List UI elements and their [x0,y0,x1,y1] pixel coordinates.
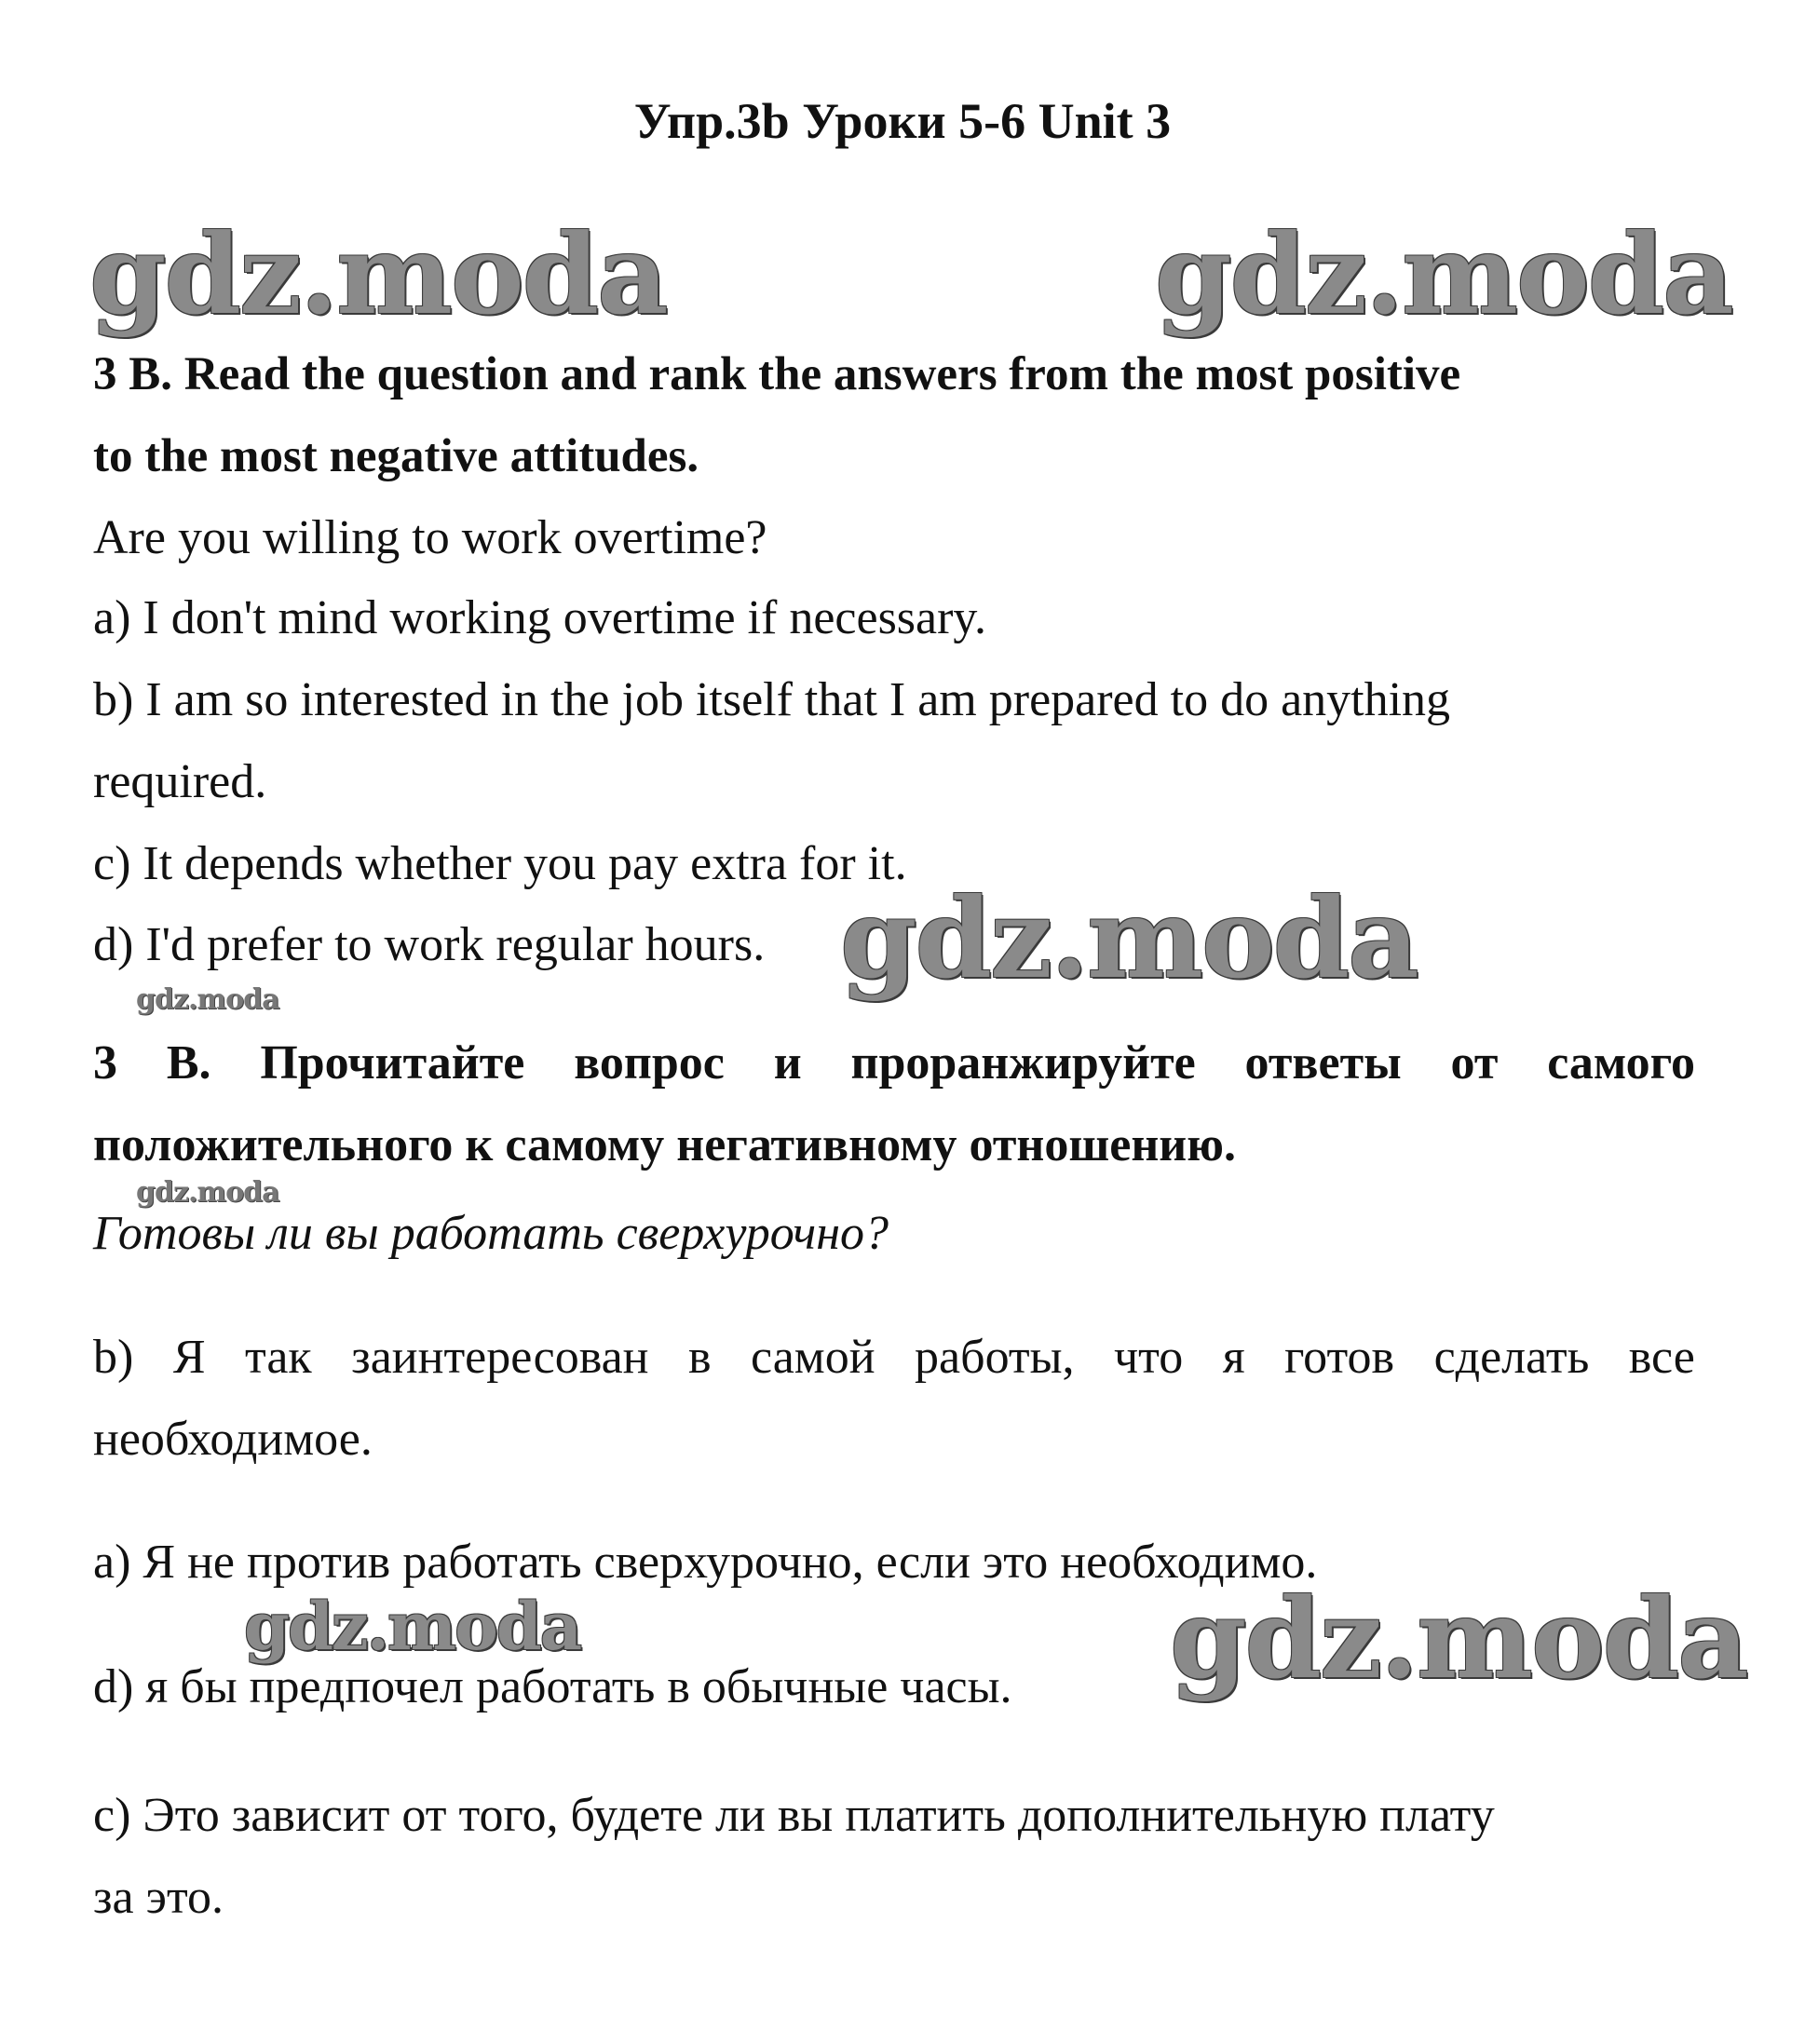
watermark-logo: gdz.moda [244,1588,581,1665]
instruction-word: вопрос [574,1036,725,1090]
answer-word: я [1222,1331,1245,1384]
answer-word: заинтересован [351,1331,649,1384]
instruction-word: 3 [93,1036,117,1090]
watermark-logo: gdz.moda [136,1176,279,1209]
page-title: Упр.3b Уроки 5-6 Unit 3 [633,93,1172,149]
answer-word: так [244,1331,312,1384]
russian-answer-d: d) я бы предпочел работать в обычные часы. [93,1660,1012,1713]
russian-answer-b [93,1330,1695,1386]
watermark-logo: gdz.moda [1170,1574,1747,1703]
russian-answer-c: за это. [93,1871,224,1924]
english-answer-a: a) I don't mind working overtime if necessary. [93,591,987,644]
english-instruction: to the most negative attitudes. [93,430,699,482]
instruction-word: проранжируйте [850,1036,1196,1090]
russian-answer-b: необходимое. [93,1413,373,1466]
russian-answer-a: a) Я не против работать сверхурочно, если это необходимо. [93,1536,1318,1589]
english-instruction: 3 B. Read the question and rank the answers from the most positive [93,348,1461,400]
english-answer-b: b) I am so interested in the job itself that I am prepared to do anything [93,673,1451,726]
answer-word: b) [93,1331,134,1384]
instruction-word: и [773,1036,802,1090]
instruction-word: самого [1547,1036,1695,1090]
answer-word: все [1628,1331,1695,1384]
answer-word: сделать [1433,1331,1590,1384]
answer-word: Я [172,1331,206,1384]
instruction-word: от [1450,1036,1499,1090]
answer-word: самой [751,1331,875,1384]
english-answer-d: d) I'd prefer to work regular hours. [93,918,766,971]
russian-question: Готовы ли вы работать сверхурочно? [93,1207,889,1260]
english-answer-c: c) It depends whether you pay extra for it. [93,837,907,890]
instruction-word: ответы [1244,1036,1402,1090]
answer-word: что [1114,1331,1184,1384]
watermark-logo: gdz.moda [136,983,279,1016]
russian-instruction: положительного к самому негативному отношению. [93,1118,1236,1171]
russian-answer-c: c) Это зависит от того, будете ли вы платить дополнительную плату [93,1789,1495,1842]
watermark-logo: gdz.moda [1155,210,1732,339]
russian-instruction [93,1036,1695,1091]
answer-word: готов [1284,1331,1395,1384]
watermark-logo: gdz.moda [89,210,667,339]
watermark-logo: gdz.moda [840,873,1418,1003]
english-question: Are you willing to work overtime? [93,511,767,564]
instruction-word: B. [166,1036,211,1090]
instruction-word: Прочитайте [260,1036,525,1090]
answer-word: в [687,1331,712,1384]
english-answer-b: required. [93,755,267,808]
answer-word: работы, [915,1331,1075,1384]
